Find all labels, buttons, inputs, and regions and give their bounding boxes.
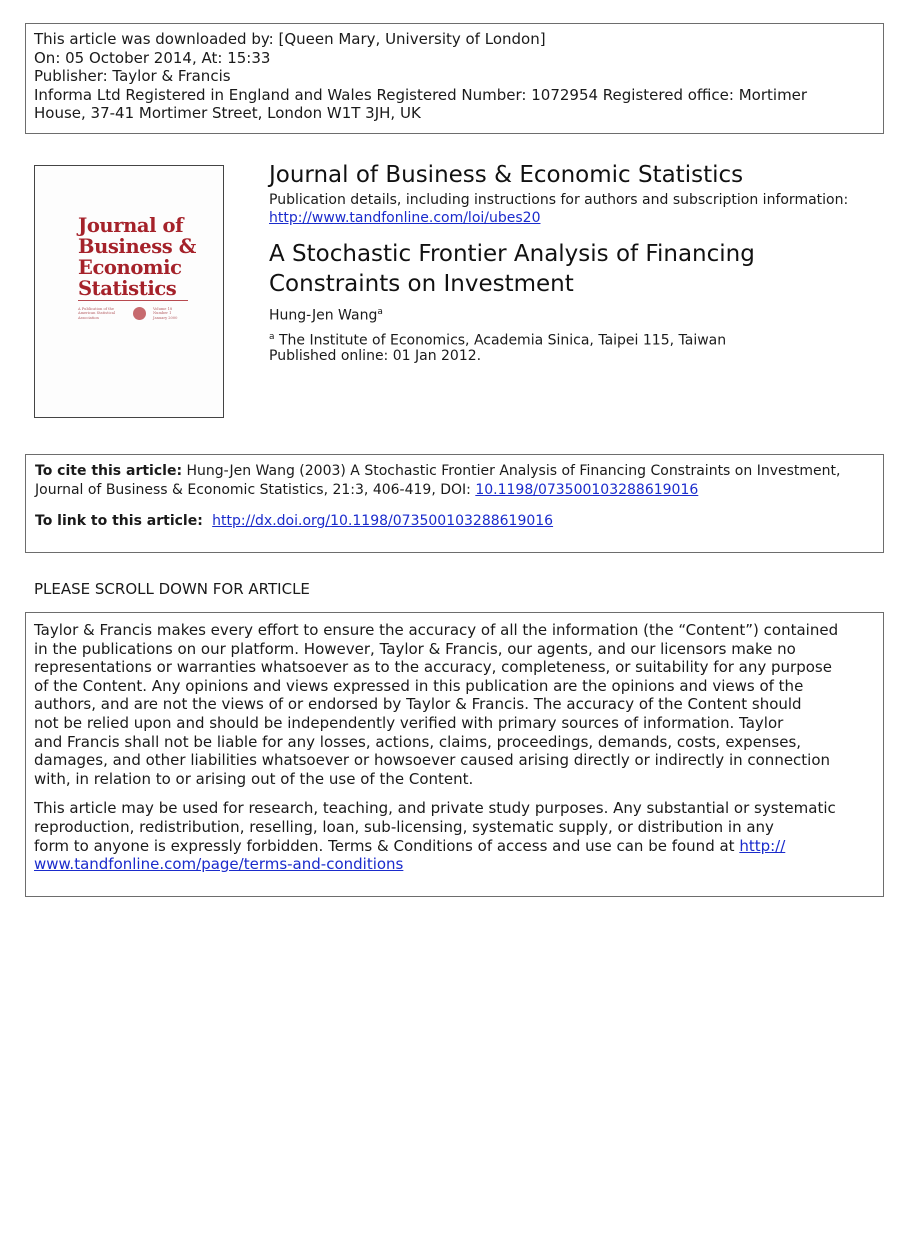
terms-text: form to anyone is expressly forbidden. Terms & Conditions of access and use can be found at [34,836,740,855]
cover-small-line: Association [78,315,99,320]
affiliation-text: The Institute of Economics, Academia Sinica, Taipei 115, Taiwan [274,332,727,349]
terms-line: This article may be used for research, teaching, and private study purposes. Any substantial or systematic [34,799,836,818]
download-line: This article was downloaded by: [Queen Mary, University of London] [34,30,546,48]
article-title-line: Constraints on Investment [269,271,574,297]
author-name: Hung-Jen Wang [269,307,378,324]
cover-small-line: January 2000 [153,315,178,320]
terms-paragraph-2 [34,799,875,873]
terms-line: and Francis shall not be liable for any losses, actions, claims, proceedings, demands, costs, expenses, [34,732,802,751]
download-info-box [25,23,884,134]
cite-text: Journal of Business & Economic Statistics, 21:3, 406-419, DOI: [35,482,476,498]
terms-line: of the Content. Any opinions and views expressed in this publication are the opinions and views of the [34,676,804,695]
cite-line-2 [35,481,698,499]
cover-seal-icon [133,307,146,320]
article-title-line: A Stochastic Frontier Analysis of Financing [269,241,755,267]
terms-line: damages, and other liabilities whatsoever or howsoever caused arising directly or indirectly in connection [34,751,831,770]
terms-line: Taylor & Francis makes every effort to ensure the accuracy of all the information (the “Content”) contained [34,621,839,639]
terms-line [34,837,875,856]
terms-paragraph-1 [34,621,875,788]
doi-link[interactable]: 10.1198/073500103288619016 [475,482,699,498]
journal-url-link[interactable]: http://www.tandfonline.com/loi/ubes20 [269,210,541,226]
journal-cover-image [34,165,224,418]
cover-small-line: Number 1 [153,311,172,316]
cover-title-line: Business & [78,235,196,258]
cover-title-line: Journal of [78,214,184,237]
cite-label: To cite this article: [35,463,183,479]
cover-issue-text [153,307,177,320]
terms-line: not be relied upon and should be independently verified with primary sources of information. Taylor [34,713,784,732]
download-line: On: 05 October 2014, At: 15:33 [34,48,271,67]
terms-line: with, in relation to or arising out of the use of the Content. [34,769,474,788]
terms-line: representations or warranties whatsoever as to the accuracy, completeness, or suitability for any purpose [34,658,832,677]
terms-box [25,612,884,897]
cover-title [78,215,198,299]
author-superscript: a [377,307,383,317]
journal-title: Journal of Business & Economic Statistics [269,162,744,188]
author [269,303,383,325]
cover-rule [78,300,188,301]
cover-small-line: American Statistical [78,311,115,316]
citation-box [25,454,884,553]
download-line: Publisher: Taylor & Francis [34,67,231,86]
affiliation-superscript: a [269,332,275,342]
terms-link-part-1[interactable]: http:// [739,836,786,855]
terms-line: reproduction, redistribution, reselling, loan, sub-licensing, systematic supply, or distribution in any [34,817,774,836]
terms-line: authors, and are not the views of or endorsed by Taylor & Francis. The accuracy of the Content should [34,695,802,714]
terms-link-part-2[interactable]: www.tandfonline.com/page/terms-and-conditions [34,855,404,874]
cover-small-line: Volume 18 [153,307,173,311]
download-line: Informa Ltd Registered in England and Wales Registered Number: 1072954 Registered office: Mortimer [34,85,808,104]
cover-publisher-text [78,307,115,320]
article-doi-url-link[interactable]: http://dx.doi.org/10.1198/073500103288619016 [212,513,554,529]
download-line: House, 37-41 Mortimer Street, London W1T 3JH, UK [34,104,421,123]
published-date: Published online: 01 Jan 2012. [269,348,482,364]
cover-small-line: A Publication of the [78,307,114,311]
cite-line-1 [35,462,840,480]
cover-title-line: Economic [78,256,182,279]
link-line [35,512,553,530]
cite-text: Hung-Jen Wang (2003) A Stochastic Frontier Analysis of Financing Constraints on Investment, [182,463,841,479]
cover-title-line: Statistics [78,277,177,300]
article-title [269,239,755,299]
link-label: To link to this article: [35,513,208,529]
scroll-note: PLEASE SCROLL DOWN FOR ARTICLE [34,580,310,598]
terms-line [34,855,875,874]
publication-details: Publication details, including instructions for authors and subscription information: [269,192,849,208]
terms-line: in the publications on our platform. However, Taylor & Francis, our agents, and our licensors make no [34,639,796,658]
